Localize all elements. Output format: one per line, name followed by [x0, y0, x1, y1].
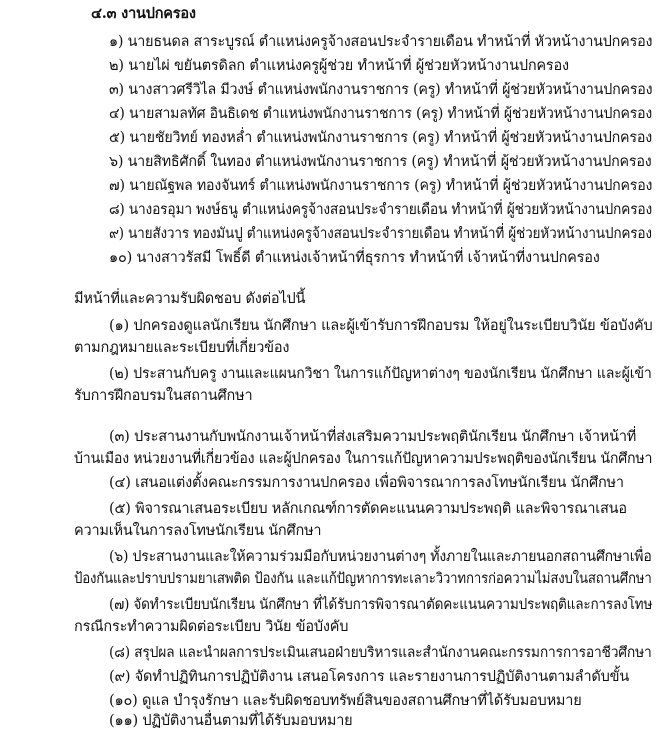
staff-item: ๖) นายสิทธิศักดิ์ ในทอง ตำแหน่งพนักงานราชการ (ครู) ทำหน้าที่ ผู้ช่วยหัวหน้างานปกครอง: [109, 154, 652, 170]
staff-item: ๒) นายไผ่ ขยันตรดิลก ตำแหน่งครูผู้ช่วย ทำหน้าที่ ผู้ช่วยหัวหน้างานปกครอง: [109, 58, 569, 74]
duty-line: (๖) ประสานงานและให้ความร่วมมือกับหน่วยงานต่างๆ ทั้งภายในและภายนอกสถานศึกษาเพื่อ: [109, 549, 652, 565]
duty-line: (๑) ปกครองดูแลนักเรียน นักศึกษา และผู้เข้ารับการฝึกอบรม ให้อยู่ในระเบียบวินัย ข้อบังคับ: [109, 318, 653, 334]
duty-line: (๕) พิจารณาเสนอระเบียบ หลักเกณฑ์การตัดคะแนนความประพฤติ และพิจารณาเสนอ: [109, 501, 627, 517]
duty-line: กรณีกระทำความผิดต่อระเบียบ วินัย ข้อบังคับ: [74, 619, 349, 635]
duty-line: (๗) จัดทำระเบียบนักเรียน นักศึกษา ที่ได้รับการพิจารณาตัดคะแนนความประพฤติและการลงโทษ: [109, 597, 653, 613]
duty-line: ตามกฎหมายและระเบียบที่เกี่ยวข้อง: [74, 340, 290, 356]
duty-line: (๙) จัดทำปฏิทินการปฏิบัติงาน เสนอโครงการ และรายงานการปฏิบัติงานตามลำดับขั้น: [109, 669, 630, 685]
duty-line: รับการฝึกอบรมในสถานศึกษา: [74, 388, 253, 404]
staff-item: ๙) นายสังวาร ทองมันปู ตำแหน่งครูจ้างสอนประจำรายเดือน ทำหน้าที่ ผู้ช่วยหัวหน้างานปกครอง: [109, 226, 652, 242]
staff-item: ๓) นางสาวศรีวิไล มีวงษ์ ตำแหน่งพนักงานราชการ (ครู) ทำหน้าที่ ผู้ช่วยหัวหน้างานปกครอง: [109, 82, 653, 98]
duty-line: (๘) สรุปผล และนำผลการประเมินเสนอฝ่ายบริหารและสำนักงานคณะกรรมการการอาชีวศึกษา: [109, 645, 652, 661]
duties-heading: มีหน้าที่และความรับผิดชอบ ดังต่อไปนี้: [74, 291, 306, 307]
section-title: ๔.๓ งานปกครอง: [91, 5, 196, 22]
staff-item: ๔) นายสามลทัศ อินธิเดช ตำแหน่งพนักงานราชการ (ครู) ทำหน้าที่ ผู้ช่วยหัวหน้างานปกครอง: [109, 106, 652, 122]
duty-line: ป้องกันและปราบปรามยาเสพติด ป้องกัน และแก้ปัญหาการทะเลาะวิวาทการก่อความไม่สงบในสถานศึกษา: [74, 571, 652, 587]
staff-item: ๘) นางอรอุมา พงษ์ธนู ตำแหน่งครูจ้างสอนประจำรายเดือน ทำหน้าที่ ผู้ช่วยหัวหน้างานปกครอง: [109, 202, 653, 218]
duty-line: (๒) ประสานกับครู งานและแผนกวิชา ในการแก้ปัญหาต่างๆ ของนักเรียน นักศึกษา และผู้เข้า: [109, 366, 652, 382]
duty-line: ความเห็นในการลงโทษนักเรียน นักศึกษา: [74, 523, 322, 539]
duty-line: (๔) เสนอแต่งตั้งคณะกรรมการงานปกครอง เพื่อพิจารณาการลงโทษนักเรียน นักศึกษา: [109, 475, 624, 491]
duty-line: (๓) ประสานงานกับพนักงานเจ้าหน้าที่ส่งเสริมความประพฤตินักเรียน นักศึกษา เจ้าหน้าที่: [109, 429, 637, 445]
staff-item: ๑๐) นางสาวรัสมี โพธิ์ดี ตำแหน่งเจ้าหน้าที่ธุรการ ทำหน้าที่ เจ้าหน้าที่งานปกครอง: [109, 250, 600, 266]
duty-line: บ้านเมือง หน่วยงานที่เกี่ยวข้อง และผู้ปกครอง ในการแก้ปัญหาความประพฤติของนักเรียน นักศึกษา: [74, 451, 653, 467]
duty-line: (๑๐) ดูแล บำรุงรักษา และรับผิดชอบทรัพย์สินของสถานศึกษาที่ได้รับมอบหมาย: [109, 693, 582, 709]
staff-item: ๕) นายชัยวิทย์ ทองหล่ำ ตำแหน่งพนักงานราชการ (ครู) ทำหน้าที่ ผู้ช่วยหัวหน้างานปกครอง: [109, 130, 652, 146]
duty-line: (๑๑) ปฏิบัติงานอื่นตามที่ได้รับมอบหมาย: [109, 713, 353, 729]
staff-item: ๑) นายธนดล สาระบูรณ์ ตำแหน่งครูจ้างสอนประจำรายเดือน ทำหน้าที่ หัวหน้างานปกครอง: [109, 34, 653, 50]
staff-item: ๗) นายณัฐพล ทองจันทร์ ตำแหน่งพนักงานราชการ (ครู) ทำหน้าที่ ผู้ช่วยหัวหน้างานปกครอง: [109, 178, 653, 194]
